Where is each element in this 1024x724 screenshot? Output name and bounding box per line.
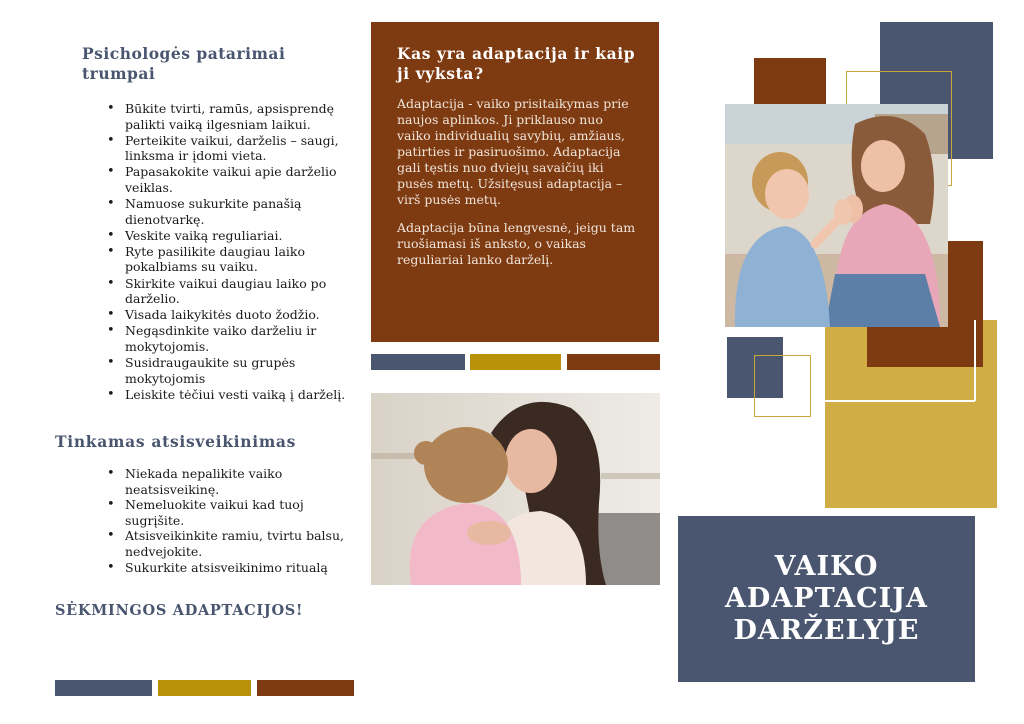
list-item: • Veskite vaiką reguliariai. — [105, 228, 355, 244]
tips-list — [105, 101, 355, 403]
list-item: • Negąsdinkite vaiko darželiu ir mokytojomis. — [105, 323, 355, 354]
list-item: • Nemeluokite vaikui kad tuoj sugrįšite. — [105, 497, 355, 528]
decor-bar-gold — [158, 680, 251, 696]
list-item: • Sukurkite atsisveikinimo ritualą — [105, 560, 355, 576]
list-item: • Būkite tvirti, ramūs, apsisprendę palikti vaiką ilgesniam laikui. — [105, 101, 355, 132]
decor-bar-slate — [371, 354, 465, 370]
list-item: • Ryte pasilikite daugiau laiko pokalbiams su vaiku. — [105, 244, 355, 275]
info-paragraph-2: Adaptacija būna lengvesnė, jeigu tam ruošiamasi iš anksto, o vaikas reguliariai lanko darželį. — [397, 220, 636, 267]
decor-outline-gold — [754, 355, 811, 417]
decor-bar-gold — [470, 354, 561, 370]
decor-line — [812, 400, 975, 402]
decor-block-brown — [754, 58, 826, 110]
list-item: • Skirkite vaikui daugiau laiko po darželio. — [105, 276, 355, 307]
decor-bar-slate — [55, 680, 152, 696]
info-panel — [371, 22, 659, 342]
list-item: • Papasakokite vaikui apie darželio veiklas. — [105, 164, 355, 195]
title-line-2: ADAPTACIJA — [724, 583, 929, 614]
info-heading: Kas yra adaptacija ir kaip ji vyksta? — [397, 44, 636, 83]
title-line-1: VAIKO — [774, 551, 879, 582]
list-item: • Leiskite tėčiui vesti vaiką į darželį. — [105, 387, 355, 403]
brochure-title — [725, 551, 928, 647]
list-item: • Perteikite vaikui, darželis – saugi, linksma ir įdomi vieta. — [105, 133, 355, 164]
closing-slogan: SĖKMINGOS ADAPTACIJOS! — [55, 602, 304, 619]
goodbye-heading: Tinkamas atsisveikinimas — [55, 432, 297, 451]
title-line-3: DARŽELYJE — [733, 615, 920, 646]
info-paragraph-1: Adaptacija - vaiko prisitaikymas prie naujos aplinkos. Ji priklauso nuo vaiko individualių savybių, amžiaus, patirties ir pasiruošimo. Adaptacija gali tęstis nuo dviejų savaičių iki pusės metų. Užsitęsusi adaptacija – virš pusės metų. — [397, 96, 629, 207]
list-item: • Namuose sukurkite panašią dienotvarkę. — [105, 196, 355, 227]
brochure-title-box — [678, 516, 975, 682]
list-item: • Atsisveikinkite ramiu, tvirtu balsu, nedvejokite. — [105, 528, 355, 559]
list-item: • Niekada nepalikite vaiko neatsisveikinę. — [105, 466, 355, 497]
list-item: • Susidraugaukite su grupės mokytojomis — [105, 355, 355, 386]
list-item: • Visada laikykitės duoto žodžio. — [105, 307, 355, 323]
decor-bar-brown — [257, 680, 354, 696]
tips-heading: Psichologės patarimai trumpai — [82, 44, 286, 83]
goodbye-list — [105, 466, 355, 575]
decor-line — [974, 320, 976, 401]
photo-mother-hugging-child — [371, 393, 660, 585]
decor-bar-brown — [567, 354, 660, 370]
photo-mother-son-high-five — [725, 104, 948, 327]
